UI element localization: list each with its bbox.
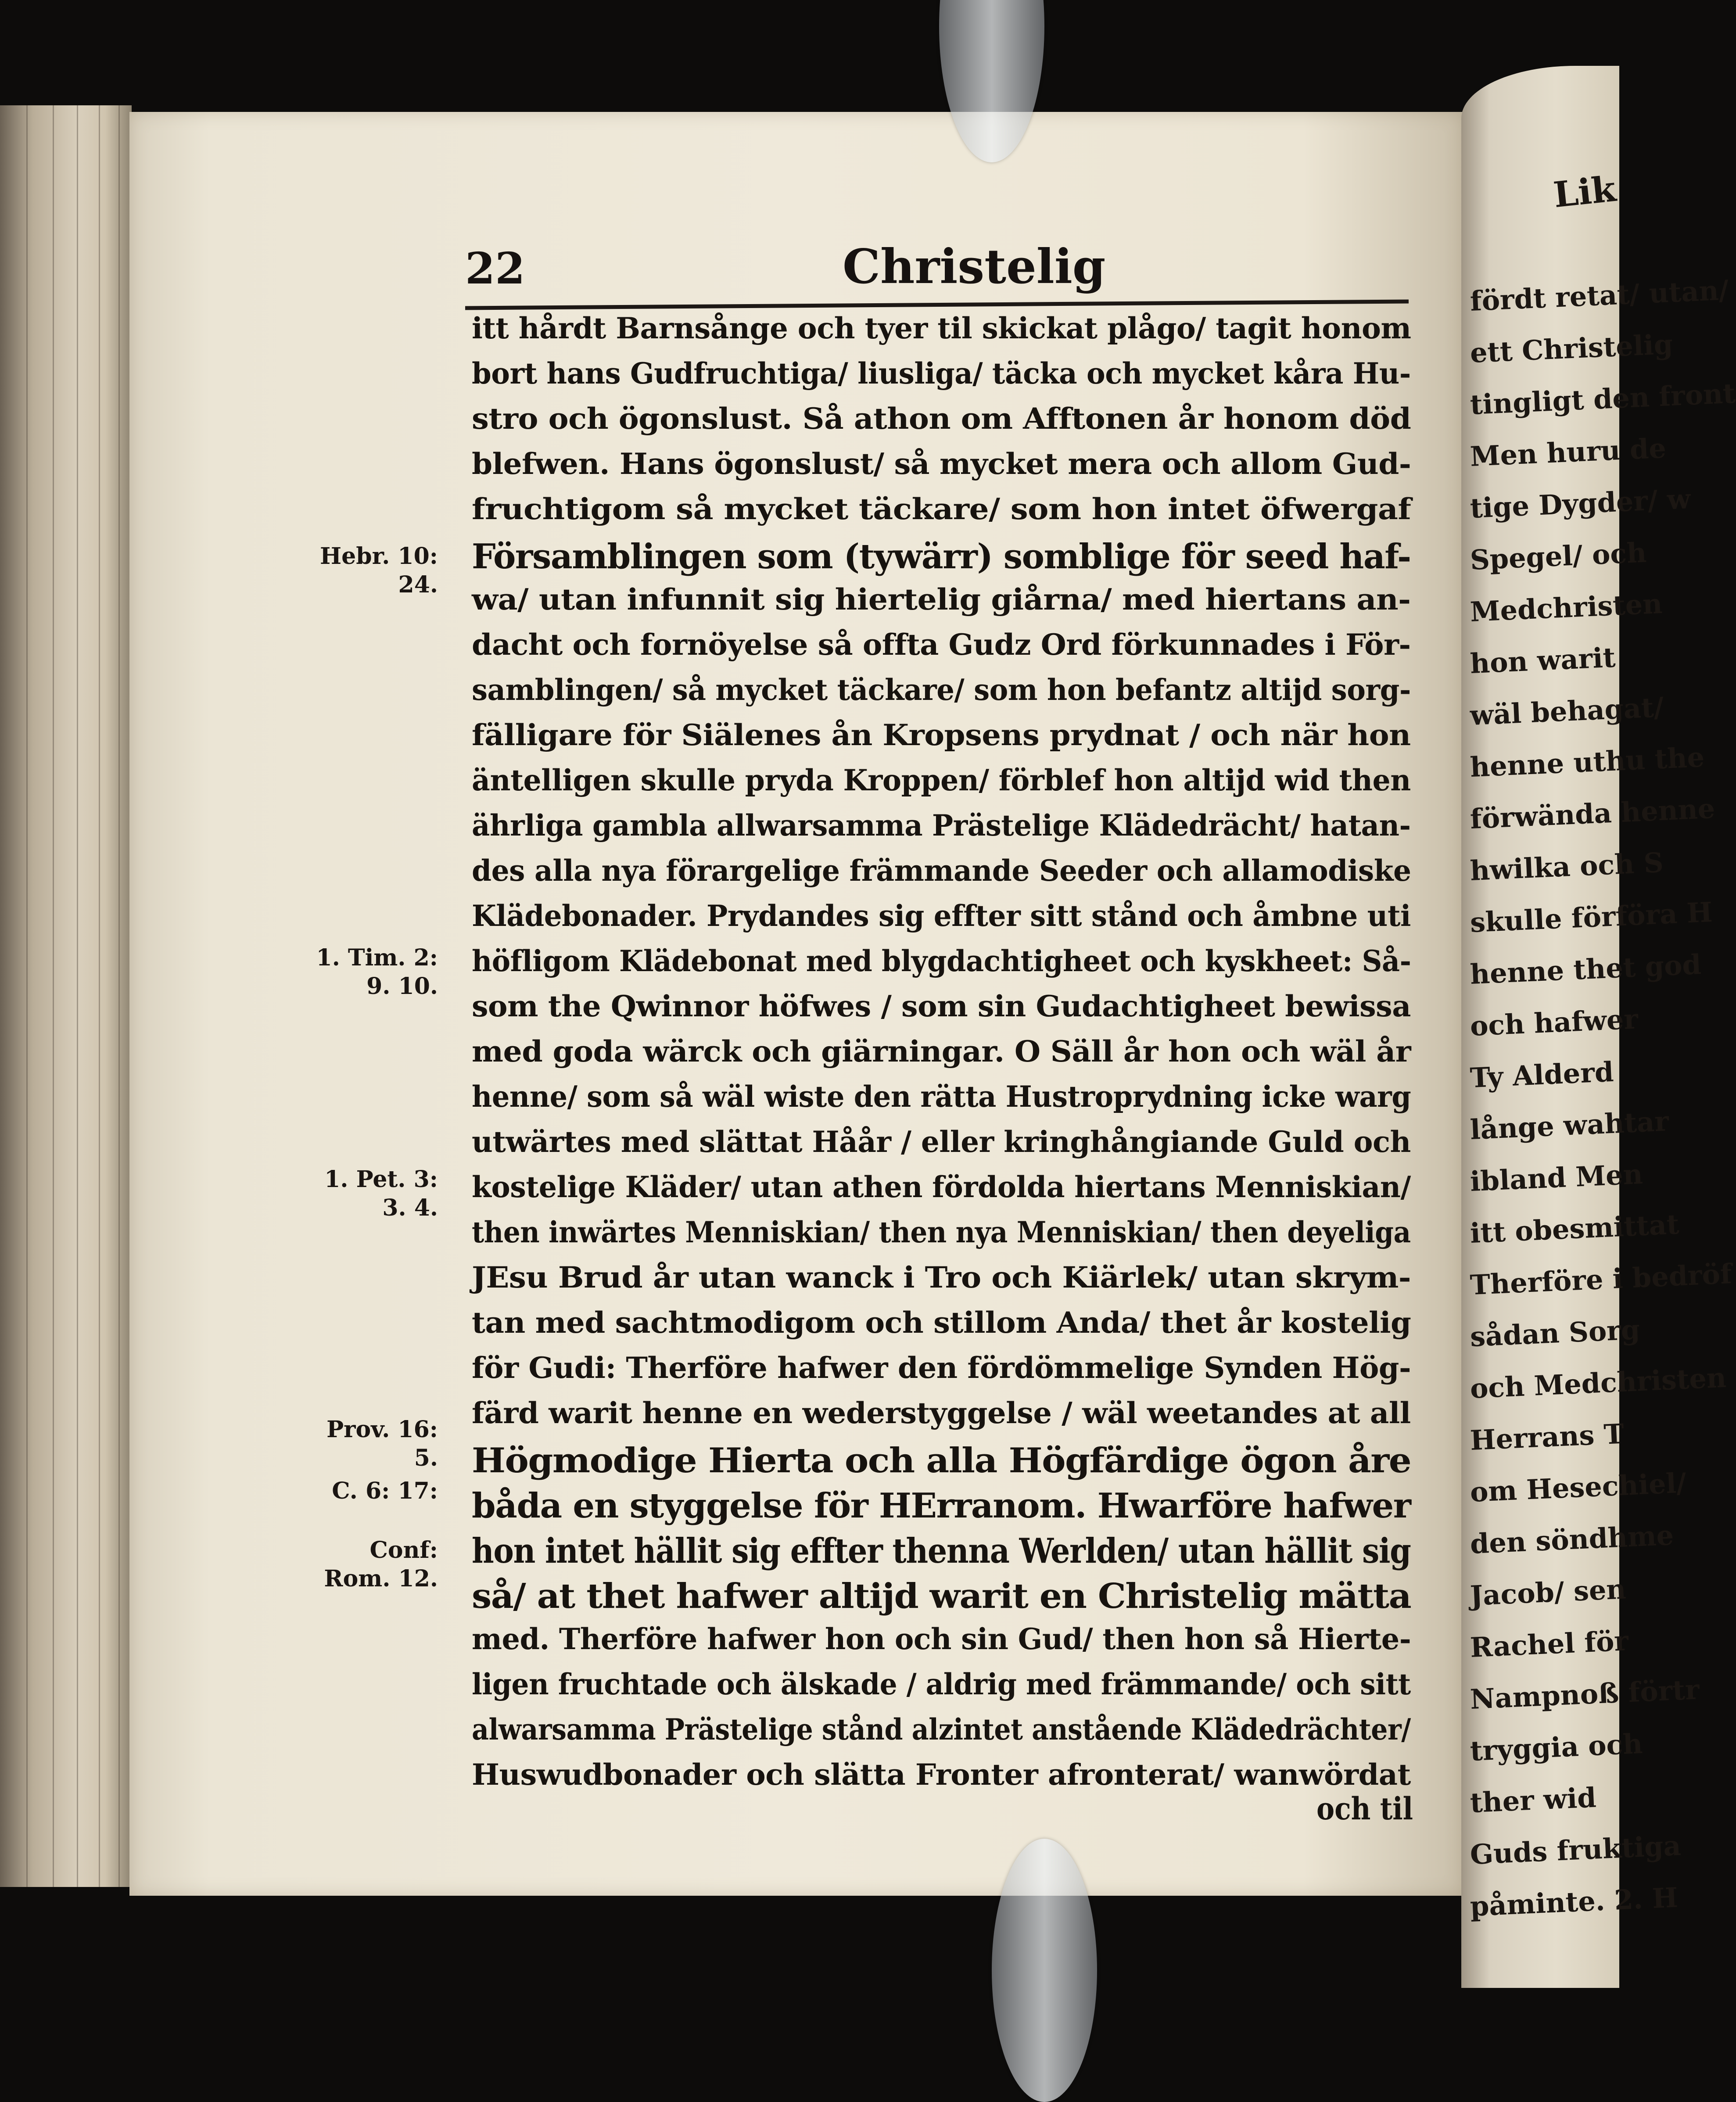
text-line: Högmodige Hierta och alla Högfärdige ögon åre bbox=[472, 1441, 1411, 1481]
text-line: fälligare för Siälenes ån Kropsens prydnat / och när hon bbox=[472, 718, 1411, 752]
text-line: henne/ som så wäl wiste den rätta Hustroprydning icke warg bbox=[472, 1080, 1411, 1114]
text-line: med. Therföre hafwer hon och sin Gud/ then hon så Hierte- bbox=[472, 1622, 1411, 1656]
text-line: dacht och fornöyelse så offta Gudz Ord förkunnades i För- bbox=[472, 628, 1411, 662]
text-line: för Gudi: Therföre hafwer den fördömmelige Synden Hög- bbox=[472, 1351, 1411, 1385]
facing-page-line: Therföre i bedröf bbox=[1469, 1257, 1733, 1301]
catchword: och til bbox=[1316, 1790, 1413, 1827]
marginal-note: Conf: Rom. 12. bbox=[324, 1537, 438, 1592]
text-line: Huswudbonader och slätta Fronter afronterat/ wanwördat bbox=[472, 1758, 1411, 1792]
text-line: stro och ögonslust. Så athon om Afftonen år honom död bbox=[472, 402, 1411, 436]
facing-page-line: henne thet god bbox=[1469, 948, 1702, 990]
facing-page-line: Jacob/ sen bbox=[1469, 1573, 1627, 1612]
text-line: så/ at thet hafwer altijd warit en Christelig mätta bbox=[472, 1576, 1411, 1616]
facing-page-line: hwilka och S bbox=[1469, 846, 1664, 887]
facing-page-line: Rachel för bbox=[1469, 1625, 1629, 1664]
text-line: som the Qwinnor höfwes / som sin Gudachtigheet bewissa bbox=[472, 989, 1411, 1023]
text-line: ährliga gambla allwarsamma Prästelige Klädedrächt/ hatan- bbox=[472, 808, 1411, 843]
facing-page-line: ther wid bbox=[1469, 1781, 1597, 1819]
text-line: hon intet hällit sig effter thenna Werlden/ utan hällit sig bbox=[472, 1531, 1411, 1571]
facing-page-line: sådan Sorg bbox=[1469, 1313, 1641, 1353]
facing-page-line: ett Christelig bbox=[1469, 328, 1674, 369]
facing-page-line: hon warit bbox=[1469, 641, 1616, 680]
marginal-note: C. 6: 17: bbox=[332, 1478, 438, 1504]
facing-page-heading: Lik bbox=[1551, 168, 1618, 216]
text-line: kostelige Kläder/ utan athen fördolda hiertans Menniskian/ bbox=[472, 1170, 1411, 1204]
running-head bbox=[465, 239, 1413, 305]
marginal-note: Hebr. 10: 24. bbox=[320, 543, 438, 598]
facing-page-line: henne uthu the bbox=[1469, 741, 1705, 783]
facing-page-line: Guds fruktiga bbox=[1469, 1829, 1682, 1871]
marginal-note: 1. Pet. 3: 3. 4. bbox=[324, 1166, 438, 1221]
facing-page bbox=[1461, 66, 1736, 1988]
text-line: höfligom Klädebonat med blygdachtigheet och kyskheet: Så- bbox=[472, 944, 1411, 978]
facing-page-line: tryggia och bbox=[1469, 1727, 1643, 1767]
facing-page-line: tingligt den front bbox=[1469, 377, 1736, 421]
text-line: blefwen. Hans ögonslust/ så mycket mera och allom Gud- bbox=[472, 447, 1411, 481]
running-title: Christelig bbox=[843, 239, 1106, 294]
page-number: 22 bbox=[465, 244, 525, 294]
text-line: äntelligen skulle pryda Kroppen/ förblef hon altijd wid then bbox=[472, 763, 1411, 797]
text-line: fruchtigom så mycket täckare/ som hon intet öfwergaf bbox=[472, 492, 1411, 526]
facing-page-line: om Hesechiel/ bbox=[1469, 1467, 1687, 1508]
text-line: Klädebonader. Prydandes sig effter sitt stånd och åmbne uti bbox=[472, 899, 1411, 933]
facing-page-line: Ty Alderd bbox=[1469, 1055, 1614, 1094]
facing-page-line: wäl behagat/ bbox=[1469, 691, 1664, 732]
text-line: färd warit henne en wederstyggelse / wäl weetandes at all bbox=[472, 1396, 1411, 1430]
text-line: utwärtes med slättat Håår / eller kringhångiande Guld och bbox=[472, 1125, 1411, 1159]
text-line: itt hårdt Barnsånge och tyer til skickat plågo/ tagit honom bbox=[472, 311, 1411, 345]
text-line: bort hans Gudfruchtiga/ liusliga/ täcka och mycket kåra Hu- bbox=[472, 356, 1411, 391]
facing-page-line: skulle förföra H bbox=[1469, 896, 1713, 939]
facing-page-line: Herrans T bbox=[1469, 1417, 1625, 1456]
facing-page-line: itt obesmittat bbox=[1469, 1208, 1680, 1249]
text-line: med goda wärck och giärningar. O Säll år hon och wäl år bbox=[472, 1034, 1411, 1069]
page-block-edges bbox=[0, 105, 132, 1887]
facing-page-line: påminte. 2. H bbox=[1469, 1881, 1679, 1923]
facing-page-line: den söndhme bbox=[1469, 1519, 1675, 1560]
text-line: alwarsamma Prästelige stånd alzintet anstående Klädedrächter/ bbox=[472, 1712, 1411, 1747]
text-line: des alla nya förargelige främmande Seeder och allamodiske bbox=[472, 854, 1411, 888]
facing-page-line: Spegel/ och bbox=[1469, 536, 1647, 576]
facing-page-line: och hafwer bbox=[1469, 1003, 1639, 1042]
marginal-note: 1. Tim. 2: 9. 10. bbox=[316, 944, 438, 1000]
facing-page-line: tige Dygder/ w bbox=[1469, 483, 1691, 524]
facing-page-line: Medchristen bbox=[1469, 587, 1663, 628]
text-line: then inwärtes Menniskian/ then nya Menniskian/ then deyeliga bbox=[472, 1215, 1411, 1249]
bottom-page-clip bbox=[992, 1839, 1097, 2102]
text-line: båda en styggelse för HErranom. Hwarföre hafwer bbox=[472, 1486, 1411, 1526]
facing-page-line: fördt retat/ utan/ bbox=[1469, 274, 1729, 317]
text-line: tan med sachtmodigom och stillom Anda/ thet år kostelig bbox=[472, 1306, 1411, 1340]
text-line: JEsu Brud år utan wanck i Tro och Kiärlek/ utan skrym- bbox=[472, 1260, 1411, 1295]
facing-page-line: Nampnoß förtr bbox=[1469, 1673, 1700, 1715]
marginal-note: Prov. 16: 5. bbox=[326, 1416, 438, 1471]
text-line: samblingen/ så mycket täckare/ som hon befantz altijd sorg- bbox=[472, 673, 1411, 707]
facing-page-line: ibland Men bbox=[1469, 1158, 1644, 1198]
text-line: ligen fruchtade och älskade / aldrig med främmande/ och sitt bbox=[472, 1667, 1411, 1701]
text-line: wa/ utan infunnit sig hiertelig giårna/ med hiertans an- bbox=[472, 582, 1411, 617]
facing-page-line: Men huru de bbox=[1469, 432, 1667, 473]
facing-page-line: långe wahtar bbox=[1469, 1105, 1670, 1146]
text-line: Församblingen som (tywärr) somblige för seed haf- bbox=[472, 537, 1411, 577]
facing-page-line: och Medchristen bbox=[1469, 1361, 1727, 1405]
facing-page-line: förwända henne bbox=[1469, 792, 1716, 835]
